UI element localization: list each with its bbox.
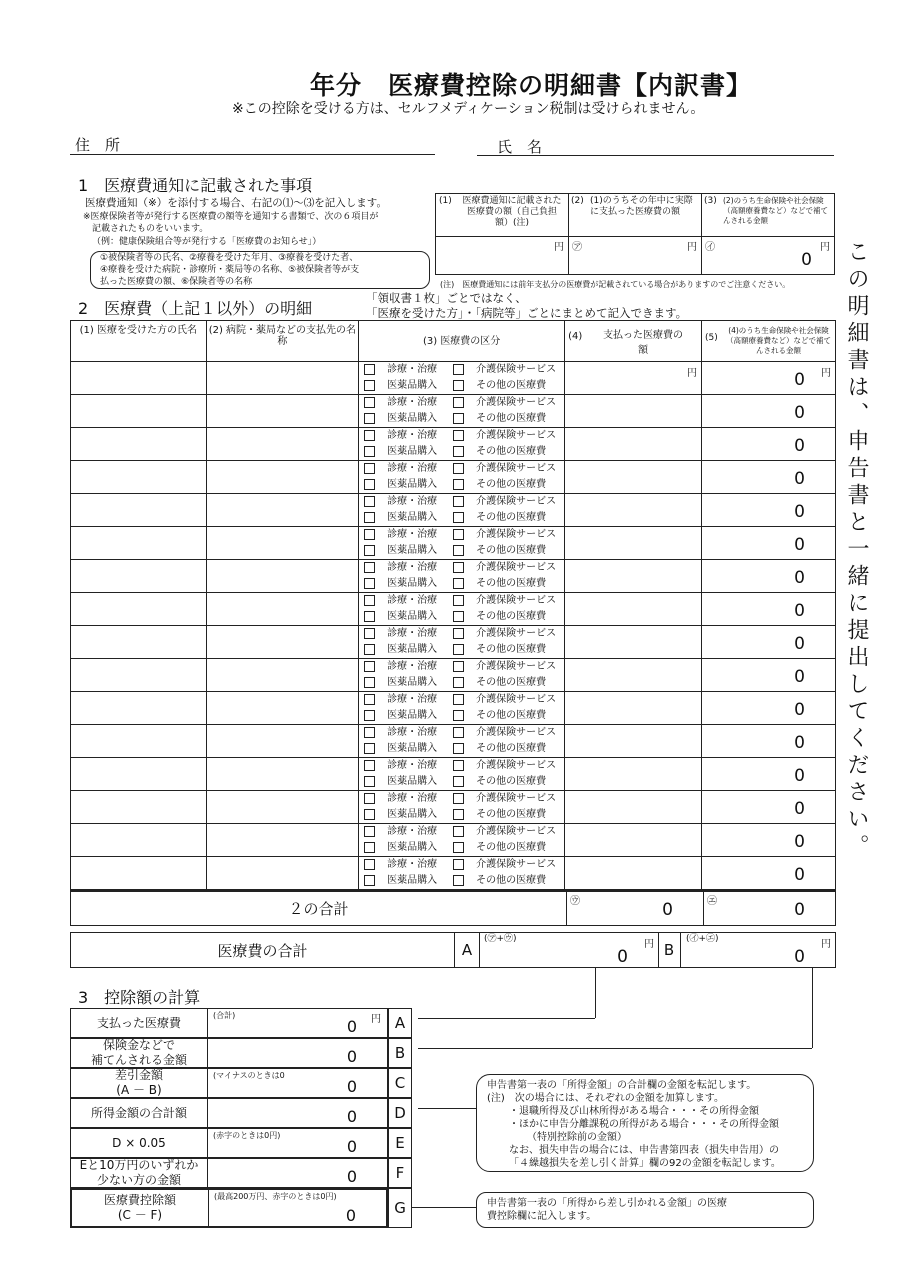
provider-name-cell[interactable] bbox=[206, 560, 359, 593]
category-cell: 診療・治療 介護保険サービス 医薬品購入 その他の医療費 bbox=[359, 824, 565, 857]
category-cell: 診療・治療 介護保険サービス 医薬品購入 その他の医療費 bbox=[359, 494, 565, 527]
checkbox-other-expense[interactable] bbox=[453, 545, 464, 556]
reimbursed-value: 0 bbox=[794, 634, 805, 654]
reimbursed-value: 0 bbox=[794, 865, 805, 885]
s1-line1: 医療費通知（※）を添付する場合、右記の⑴～⑶を記入します。 bbox=[85, 197, 387, 209]
deduction-row-letter: B bbox=[388, 1038, 412, 1068]
name-field[interactable] bbox=[477, 155, 834, 156]
s2-row bbox=[71, 428, 836, 461]
reimbursed-value: 0 bbox=[794, 799, 805, 819]
checkbox-medicine-purchase[interactable] bbox=[364, 710, 375, 721]
s1-col1-input[interactable]: 円 bbox=[436, 236, 569, 274]
reimbursed-value: 0 bbox=[794, 601, 805, 621]
section3-heading: 3 控除額の計算 bbox=[78, 988, 201, 1007]
selfmedication-notice: ※この控除を受ける方は、セルフメディケーション税制は受けられません。 bbox=[232, 101, 705, 117]
paid-amount-cell[interactable] bbox=[565, 857, 702, 890]
checkbox-medicine-purchase[interactable] bbox=[364, 611, 375, 622]
reimbursed-value: 0 bbox=[794, 370, 805, 390]
reimbursed-amount-cell[interactable] bbox=[702, 461, 836, 494]
checkbox-medicine-purchase[interactable] bbox=[364, 512, 375, 523]
checkbox-medical-treatment[interactable] bbox=[364, 826, 375, 837]
patient-name-cell[interactable] bbox=[71, 758, 207, 791]
patient-name-cell[interactable] bbox=[71, 527, 207, 560]
s1-line7: 払った医療費の額、⑥保険者等の名称 bbox=[100, 277, 253, 287]
checkbox-care-service[interactable] bbox=[453, 859, 464, 870]
s2-col1-header: (1) 医療を受けた方の氏名 bbox=[71, 321, 207, 362]
checkbox-care-service[interactable] bbox=[453, 562, 464, 573]
checkbox-medicine-purchase[interactable] bbox=[364, 479, 375, 490]
s2-total-reimbursed[interactable]: ㋓ 0 bbox=[707, 896, 805, 920]
reimbursed-value: 0 bbox=[794, 568, 805, 588]
checkbox-care-service[interactable] bbox=[453, 595, 464, 606]
total-a-value[interactable]: (㋐+㋒) 円 0 bbox=[478, 933, 659, 967]
s1-table bbox=[435, 193, 835, 275]
checkbox-other-expense[interactable] bbox=[453, 479, 464, 490]
deduction-row-value[interactable]: (赤字のときは0円) 0 bbox=[213, 1131, 357, 1156]
s2-row bbox=[71, 758, 836, 791]
paid-amount-cell[interactable] bbox=[565, 725, 702, 758]
checkbox-care-service[interactable] bbox=[453, 496, 464, 507]
checkbox-other-expense[interactable] bbox=[453, 380, 464, 391]
patient-name-cell[interactable] bbox=[71, 659, 207, 692]
category-cell: 診療・治療 介護保険サービス 医薬品購入 その他の医療費 bbox=[359, 527, 565, 560]
deduction-row-letter: C bbox=[388, 1068, 412, 1098]
deduction-row-label: 医療費控除額 (C － F) bbox=[72, 1190, 209, 1226]
reimbursed-value: 0 bbox=[794, 832, 805, 852]
checkbox-other-expense[interactable] bbox=[453, 644, 464, 655]
patient-name-cell[interactable] bbox=[71, 725, 207, 758]
reimbursed-value: 0 bbox=[794, 535, 805, 555]
provider-name-cell[interactable] bbox=[206, 626, 359, 659]
reimbursed-amount-cell[interactable] bbox=[702, 428, 836, 461]
reimbursed-amount-cell[interactable] bbox=[702, 626, 836, 659]
checkbox-medical-treatment[interactable] bbox=[364, 463, 375, 474]
s2-row bbox=[71, 560, 836, 593]
connector-a bbox=[595, 968, 596, 1018]
checkbox-care-service[interactable] bbox=[453, 760, 464, 771]
s1-line3: 記載されたものをいいます。 bbox=[92, 224, 209, 234]
provider-name-cell[interactable] bbox=[206, 527, 359, 560]
s1-footnote: (注) 医療費通知には前年支払分の医療費が記載されている場合がありますのでご注意ください。 bbox=[440, 280, 791, 289]
s2-total-label: ２の合計 bbox=[71, 892, 567, 925]
paid-amount-cell[interactable] bbox=[565, 494, 702, 527]
checkbox-other-expense[interactable] bbox=[453, 875, 464, 886]
patient-name-cell[interactable] bbox=[71, 824, 207, 857]
total-b-value[interactable]: (㋑+㋓) 円 0 bbox=[686, 934, 831, 967]
deduction-row-a bbox=[70, 1008, 388, 1038]
provider-name-cell[interactable] bbox=[206, 461, 359, 494]
s2-total-paid[interactable]: ㋒ 0 bbox=[566, 892, 704, 925]
provider-name-cell[interactable] bbox=[206, 791, 359, 824]
reimbursed-value: 0 bbox=[794, 436, 805, 456]
patient-name-cell[interactable] bbox=[71, 626, 207, 659]
s2-row bbox=[71, 395, 836, 428]
deduction-row-value[interactable]: (マイナスのときは0 0 bbox=[213, 1071, 357, 1096]
paid-amount-cell[interactable] bbox=[565, 527, 702, 560]
patient-name-cell[interactable] bbox=[71, 857, 207, 890]
s2-note2: 「医療を受けた方」・「病院等」ごとにまとめて記入できます。 bbox=[366, 306, 688, 320]
s1-col3-header: (3) (2)のうち生命保険や社会保険（高額療養費など）などで補てんされる金額 bbox=[701, 194, 834, 237]
provider-name-cell[interactable] bbox=[206, 692, 359, 725]
checkbox-other-expense[interactable] bbox=[453, 743, 464, 754]
paid-amount-cell[interactable] bbox=[565, 758, 702, 791]
checkbox-medicine-purchase[interactable] bbox=[364, 380, 375, 391]
checkbox-other-expense[interactable] bbox=[453, 446, 464, 457]
deduction-row-d bbox=[70, 1098, 388, 1128]
medical-total-label: 医療費の合計 bbox=[217, 941, 308, 960]
deduction-row-f bbox=[70, 1158, 388, 1188]
checkbox-medicine-purchase[interactable] bbox=[364, 776, 375, 787]
paid-amount-cell[interactable] bbox=[565, 593, 702, 626]
s2-col4-header: (4) 支払った医療費の額 bbox=[565, 321, 702, 362]
deduction-row-letter: A bbox=[388, 1008, 412, 1038]
s1-col1-header: (1) 医療費通知に記載された医療費の額（自己負担額）(注) bbox=[436, 194, 569, 237]
checkbox-medicine-purchase[interactable] bbox=[364, 545, 375, 556]
patient-name-cell[interactable] bbox=[71, 593, 207, 626]
checkbox-medical-treatment[interactable] bbox=[364, 397, 375, 408]
s2-row bbox=[71, 362, 836, 395]
reimbursed-amount-cell[interactable] bbox=[702, 725, 836, 758]
patient-name-cell[interactable] bbox=[71, 362, 207, 395]
checkbox-medical-treatment[interactable] bbox=[364, 562, 375, 573]
connector-b-horizontal bbox=[418, 1048, 812, 1049]
checkbox-care-service[interactable] bbox=[453, 661, 464, 672]
paid-amount-cell[interactable] bbox=[565, 824, 702, 857]
checkbox-medical-treatment[interactable] bbox=[364, 760, 375, 771]
s2-note1: 「領収書１枚」ごとではなく、 bbox=[366, 291, 527, 305]
arrow-d bbox=[418, 1108, 476, 1109]
checkbox-other-expense[interactable] bbox=[453, 776, 464, 787]
checkbox-medicine-purchase[interactable] bbox=[364, 809, 375, 820]
s1-col3-input[interactable]: ㋑ 円 0 bbox=[705, 242, 830, 270]
paid-amount-cell[interactable] bbox=[565, 461, 702, 494]
patient-name-cell[interactable] bbox=[71, 461, 207, 494]
checkbox-other-expense[interactable] bbox=[453, 512, 464, 523]
s2-col2-header: (2) 病院・薬局などの支払先の名称 bbox=[206, 321, 359, 362]
reimbursed-value: 0 bbox=[794, 667, 805, 687]
deduction-row-label: 保険金などで 補てんされる金額 bbox=[71, 1039, 208, 1067]
checkbox-medicine-purchase[interactable] bbox=[364, 413, 375, 424]
address-field[interactable] bbox=[70, 154, 435, 155]
patient-name-cell[interactable] bbox=[71, 791, 207, 824]
medical-total-row bbox=[70, 932, 836, 968]
arrow-g bbox=[412, 1207, 476, 1208]
checkbox-care-service[interactable] bbox=[453, 430, 464, 441]
s1-line6: ④療養を受けた病院・診療所・薬局等の名称、⑤被保険者等が支 bbox=[100, 265, 360, 275]
deduction-row-label: D × 0.05 bbox=[71, 1129, 208, 1157]
paid-amount-cell[interactable]: 円 bbox=[565, 362, 702, 395]
reimbursed-amount-cell[interactable] bbox=[702, 494, 836, 527]
deduction-row-letter: D bbox=[388, 1098, 412, 1128]
total-a-letter: A bbox=[454, 933, 480, 967]
deduction-transfer-note: 申告書第一表の「所得から差し引かれる金額」の医療 費控除欄に記入します。 bbox=[476, 1192, 814, 1228]
checkbox-medical-treatment[interactable] bbox=[364, 661, 375, 672]
checkbox-medical-treatment[interactable] bbox=[364, 628, 375, 639]
checkbox-care-service[interactable] bbox=[453, 463, 464, 474]
checkbox-medicine-purchase[interactable] bbox=[364, 446, 375, 457]
s2-row bbox=[71, 725, 836, 758]
provider-name-cell[interactable] bbox=[206, 857, 359, 890]
checkbox-care-service[interactable] bbox=[453, 364, 464, 375]
paid-amount-cell[interactable] bbox=[565, 692, 702, 725]
reimbursed-amount-cell[interactable] bbox=[702, 560, 836, 593]
patient-name-cell[interactable] bbox=[71, 560, 207, 593]
deduction-row-g bbox=[70, 1188, 388, 1228]
patient-name-cell[interactable] bbox=[71, 428, 207, 461]
deduction-row-label: 差引金額 (A － B) bbox=[71, 1069, 208, 1097]
category-cell: 診療・治療 介護保険サービス 医薬品購入 その他の医療費 bbox=[359, 758, 565, 791]
section2-heading: 2 医療費（上記１以外）の明細 bbox=[78, 299, 313, 318]
category-cell: 診療・治療 介護保険サービス 医薬品購入 その他の医療費 bbox=[359, 626, 565, 659]
checkbox-medical-treatment[interactable] bbox=[364, 859, 375, 870]
checkbox-medicine-purchase[interactable] bbox=[364, 875, 375, 886]
checkbox-medicine-purchase[interactable] bbox=[364, 842, 375, 853]
checkbox-medicine-purchase[interactable] bbox=[364, 677, 375, 688]
deduction-row-value[interactable]: 0 bbox=[346, 1107, 357, 1126]
s2-row bbox=[71, 527, 836, 560]
deduction-row-e bbox=[70, 1128, 388, 1158]
connector-b bbox=[812, 968, 813, 1048]
paid-amount-cell[interactable] bbox=[565, 659, 702, 692]
category-cell: 診療・治療 介護保険サービス 医薬品購入 その他の医療費 bbox=[359, 692, 565, 725]
patient-name-cell[interactable] bbox=[71, 395, 207, 428]
category-cell: 診療・治療 介護保険サービス 医薬品購入 その他の医療費 bbox=[359, 395, 565, 428]
paid-amount-cell[interactable] bbox=[565, 791, 702, 824]
income-transfer-note: 申告書第一表の「所得金額」の合計欄の金額を転記します。 (注) 次の場合には、それぞれの金額を加算します。 ・退職所得及び山林所得がある場合・・・その所得金額 ・ほかに申告分離課税の所得がある場合・・・その所得金額 （特別控除前の金額） なお、損失申告の場合には、申告書第四表（損失申告用）の 「４繰越損失を差し引く計算」欄の92の金額を転記します。 bbox=[476, 1074, 814, 1172]
provider-name-cell[interactable] bbox=[206, 362, 359, 395]
s1-col3-value: 0 bbox=[801, 250, 812, 270]
checkbox-medical-treatment[interactable] bbox=[364, 727, 375, 738]
section1-heading: 1 医療費通知に記載された事項 bbox=[78, 176, 313, 195]
reimbursed-amount-cell[interactable] bbox=[702, 791, 836, 824]
s1-line4: （例：健康保険組合等が発行する「医療費のお知らせ」） bbox=[92, 237, 322, 247]
reimbursed-value: 0 bbox=[794, 766, 805, 786]
paid-amount-cell[interactable] bbox=[565, 428, 702, 461]
reimbursed-amount-cell[interactable]: 円 0 bbox=[702, 362, 836, 395]
checkbox-other-expense[interactable] bbox=[453, 809, 464, 820]
reimbursed-amount-cell[interactable] bbox=[702, 692, 836, 725]
checkbox-medical-treatment[interactable] bbox=[364, 364, 375, 375]
deduction-row-letter: E bbox=[388, 1128, 412, 1158]
checkbox-care-service[interactable] bbox=[453, 694, 464, 705]
category-cell: 診療・治療 介護保険サービス 医薬品購入 その他の医療費 bbox=[359, 428, 565, 461]
provider-name-cell[interactable] bbox=[206, 395, 359, 428]
form-title: 年分 医療費控除の明細書【内訳書】 bbox=[310, 71, 753, 100]
deduction-row-value[interactable]: 0 bbox=[346, 1047, 357, 1066]
s1-col2-header: (2) (1)のうちその年中に実際に支払った医療費の額 bbox=[568, 194, 702, 237]
provider-name-cell[interactable] bbox=[206, 659, 359, 692]
provider-name-cell[interactable] bbox=[206, 593, 359, 626]
checkbox-care-service[interactable] bbox=[453, 529, 464, 540]
checkbox-other-expense[interactable] bbox=[453, 677, 464, 688]
paid-amount-cell[interactable] bbox=[565, 560, 702, 593]
s2-row bbox=[71, 692, 836, 725]
deduction-row-letter: F bbox=[388, 1158, 412, 1188]
s2-col3-header: (3) 医療費の区分 bbox=[359, 321, 565, 362]
deduction-row-value[interactable]: (合計) 0 円 bbox=[213, 1011, 381, 1036]
patient-name-cell[interactable] bbox=[71, 692, 207, 725]
checkbox-medical-treatment[interactable] bbox=[364, 694, 375, 705]
category-cell: 診療・治療 介護保険サービス 医薬品購入 その他の医療費 bbox=[359, 857, 565, 890]
checkbox-other-expense[interactable] bbox=[453, 842, 464, 853]
checkbox-medical-treatment[interactable] bbox=[364, 529, 375, 540]
category-cell: 診療・治療 介護保険サービス 医薬品購入 その他の医療費 bbox=[359, 791, 565, 824]
checkbox-medicine-purchase[interactable] bbox=[364, 578, 375, 589]
address-label: 住 所 bbox=[75, 136, 121, 154]
deduction-row-label: Eと10万円のいずれか 少ない方の金額 bbox=[71, 1159, 208, 1187]
deduction-row-label: 支払った医療費 bbox=[71, 1009, 208, 1037]
reimbursed-amount-cell[interactable] bbox=[702, 824, 836, 857]
checkbox-other-expense[interactable] bbox=[453, 710, 464, 721]
paid-amount-cell[interactable] bbox=[565, 626, 702, 659]
checkbox-other-expense[interactable] bbox=[453, 578, 464, 589]
reimbursed-value: 0 bbox=[794, 700, 805, 720]
s2-row bbox=[71, 659, 836, 692]
reimbursed-value: 0 bbox=[794, 733, 805, 753]
s2-row bbox=[71, 494, 836, 527]
s1-line2: ※医療保険者等が発行する医療費の額等を通知する書類で、次の６項目が bbox=[83, 212, 379, 222]
checkbox-medical-treatment[interactable] bbox=[364, 430, 375, 441]
checkbox-medical-treatment[interactable] bbox=[364, 793, 375, 804]
s2-col5-header: (5) (4)のうち生命保険や社会保険（高額療養費など）などで補てんされる金額 bbox=[702, 321, 836, 362]
provider-name-cell[interactable] bbox=[206, 494, 359, 527]
deduction-row-label: 所得金額の合計額 bbox=[71, 1099, 208, 1127]
patient-name-cell[interactable] bbox=[71, 494, 207, 527]
deduction-row-letter: G bbox=[388, 1188, 412, 1228]
deduction-row-value[interactable]: (最高200万円、赤字のときは0円) 0 bbox=[214, 1192, 356, 1225]
s2-row bbox=[71, 593, 836, 626]
checkbox-other-expense[interactable] bbox=[453, 413, 464, 424]
deduction-row-b bbox=[70, 1038, 388, 1068]
reimbursed-amount-cell[interactable] bbox=[702, 857, 836, 890]
category-cell: 診療・治療 介護保険サービス 医薬品購入 その他の医療費 bbox=[359, 593, 565, 626]
side-instruction: この明細書は、申告書と一緒に提出してください。 bbox=[844, 240, 869, 861]
connector-a-horizontal bbox=[418, 1018, 595, 1019]
category-cell: 診療・治療 介護保険サービス 医薬品購入 その他の医療費 bbox=[359, 362, 565, 395]
reimbursed-value: 0 bbox=[794, 469, 805, 489]
s1-col2-input[interactable]: ㋐ 円 bbox=[568, 236, 702, 274]
checkbox-care-service[interactable] bbox=[453, 397, 464, 408]
s1-line5: ①被保険者等の氏名、②療養を受けた年月、③療養を受けた者、 bbox=[100, 253, 359, 263]
checkbox-care-service[interactable] bbox=[453, 793, 464, 804]
s2-row bbox=[71, 857, 836, 890]
provider-name-cell[interactable] bbox=[206, 824, 359, 857]
checkbox-medicine-purchase[interactable] bbox=[364, 743, 375, 754]
s2-row bbox=[71, 791, 836, 824]
checkbox-care-service[interactable] bbox=[453, 727, 464, 738]
checkbox-other-expense[interactable] bbox=[453, 611, 464, 622]
reimbursed-amount-cell[interactable] bbox=[702, 527, 836, 560]
checkbox-medical-treatment[interactable] bbox=[364, 496, 375, 507]
checkbox-care-service[interactable] bbox=[453, 628, 464, 639]
reimbursed-amount-cell[interactable] bbox=[702, 758, 836, 791]
name-label: 氏 名 bbox=[497, 138, 543, 156]
total-b-letter: B bbox=[658, 933, 681, 967]
checkbox-medical-treatment[interactable] bbox=[364, 595, 375, 606]
paid-amount-cell[interactable] bbox=[565, 395, 702, 428]
checkbox-medicine-purchase[interactable] bbox=[364, 644, 375, 655]
category-cell: 診療・治療 介護保険サービス 医薬品購入 その他の医療費 bbox=[359, 725, 565, 758]
s2-row bbox=[71, 824, 836, 857]
category-cell: 診療・治療 介護保険サービス 医薬品購入 その他の医療費 bbox=[359, 461, 565, 494]
s2-table bbox=[70, 320, 836, 932]
provider-name-cell[interactable] bbox=[206, 758, 359, 791]
checkbox-care-service[interactable] bbox=[453, 826, 464, 837]
reimbursed-amount-cell[interactable] bbox=[702, 659, 836, 692]
deduction-row-value[interactable]: 0 bbox=[346, 1167, 357, 1186]
s2-row bbox=[71, 626, 836, 659]
reimbursed-amount-cell[interactable] bbox=[702, 593, 836, 626]
reimbursed-value: 0 bbox=[794, 403, 805, 423]
category-cell: 診療・治療 介護保険サービス 医薬品購入 その他の医療費 bbox=[359, 560, 565, 593]
provider-name-cell[interactable] bbox=[206, 725, 359, 758]
reimbursed-amount-cell[interactable] bbox=[702, 395, 836, 428]
s2-row bbox=[71, 461, 836, 494]
reimbursed-value: 0 bbox=[794, 502, 805, 522]
category-cell: 診療・治療 介護保険サービス 医薬品購入 その他の医療費 bbox=[359, 659, 565, 692]
s2-total-row bbox=[70, 890, 836, 926]
provider-name-cell[interactable] bbox=[206, 428, 359, 461]
deduction-row-c bbox=[70, 1068, 388, 1098]
